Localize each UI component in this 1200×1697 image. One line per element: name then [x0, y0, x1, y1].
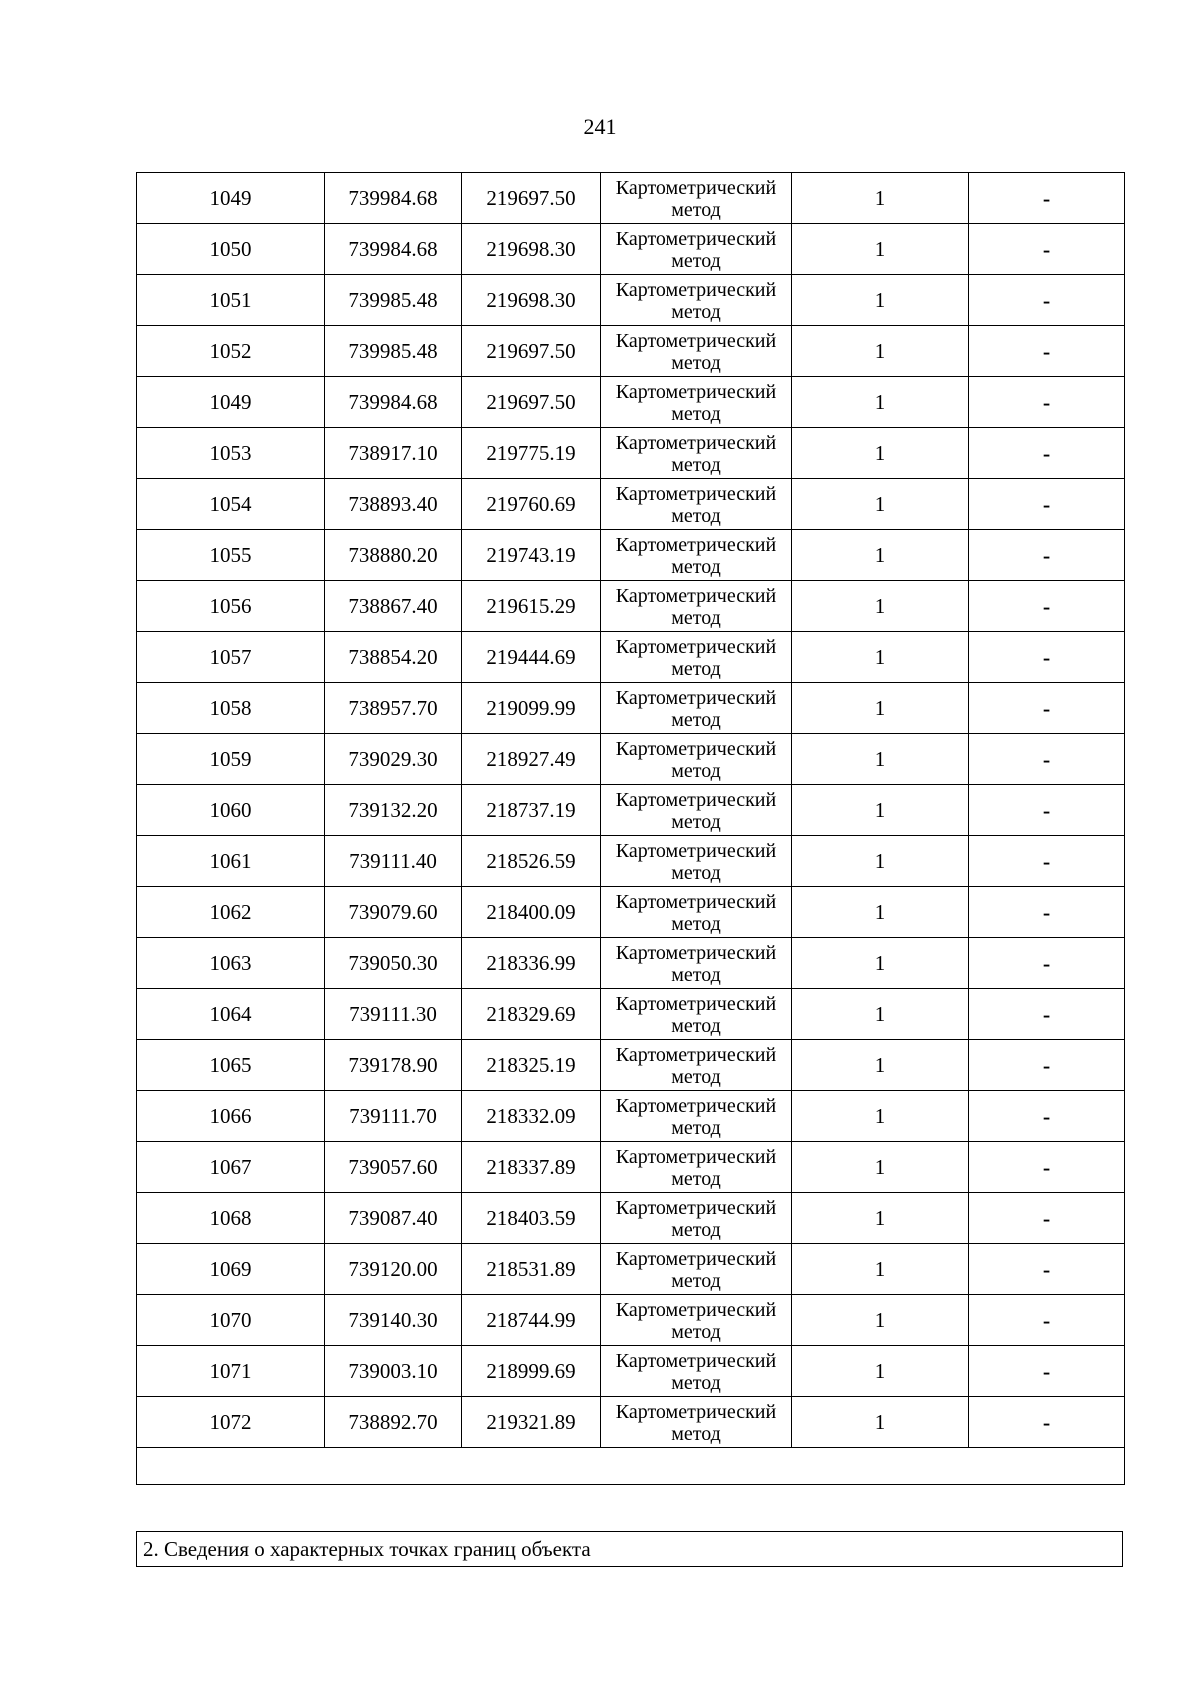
method-line-2: метод	[671, 454, 721, 476]
x-coordinate-cell: 739111.40	[325, 836, 462, 887]
method-cell	[601, 683, 792, 734]
note-cell: -	[969, 275, 1125, 326]
point-cell: 1059	[137, 734, 325, 785]
method-line-2: метод	[671, 250, 721, 272]
method-line-2: метод	[671, 709, 721, 731]
y-coordinate-cell: 219697.50	[462, 377, 601, 428]
method-line-1: Картометрический	[615, 840, 777, 862]
method-line-2: метод	[671, 658, 721, 680]
table-row	[137, 887, 1125, 938]
y-coordinate-cell: 219321.89	[462, 1397, 601, 1448]
table-row	[137, 989, 1125, 1040]
point-cell: 1072	[137, 1397, 325, 1448]
method-line-1: Картометрический	[615, 432, 777, 454]
table-row	[137, 1244, 1125, 1295]
note-cell: -	[969, 1244, 1125, 1295]
note-cell: -	[969, 887, 1125, 938]
table-row	[137, 377, 1125, 428]
accuracy-cell: 1	[792, 632, 969, 683]
y-coordinate-cell: 219760.69	[462, 479, 601, 530]
table-row	[137, 1295, 1125, 1346]
coordinates-table	[136, 172, 1125, 1485]
method-line-1: Картометрический	[615, 687, 777, 709]
method-line-1: Картометрический	[615, 1044, 777, 1066]
method-line-1: Картометрический	[615, 381, 777, 403]
method-line-2: метод	[671, 1372, 721, 1394]
note-cell: -	[969, 224, 1125, 275]
y-coordinate-cell: 218337.89	[462, 1142, 601, 1193]
x-coordinate-cell: 738854.20	[325, 632, 462, 683]
table-row	[137, 836, 1125, 887]
note-cell: -	[969, 581, 1125, 632]
y-coordinate-cell: 218927.49	[462, 734, 601, 785]
note-cell: -	[969, 1295, 1125, 1346]
table-row	[137, 1397, 1125, 1448]
y-coordinate-cell: 219775.19	[462, 428, 601, 479]
method-cell	[601, 632, 792, 683]
method-cell	[601, 734, 792, 785]
method-cell	[601, 530, 792, 581]
y-coordinate-cell: 218526.59	[462, 836, 601, 887]
method-line-1: Картометрический	[615, 585, 777, 607]
method-line-1: Картометрический	[615, 789, 777, 811]
accuracy-cell: 1	[792, 1040, 969, 1091]
point-cell: 1066	[137, 1091, 325, 1142]
x-coordinate-cell: 739050.30	[325, 938, 462, 989]
method-line-1: Картометрический	[615, 228, 777, 250]
x-coordinate-cell: 739111.70	[325, 1091, 462, 1142]
point-cell: 1058	[137, 683, 325, 734]
method-line-1: Картометрический	[615, 1248, 777, 1270]
table-row	[137, 734, 1125, 785]
note-cell: -	[969, 785, 1125, 836]
method-line-1: Картометрический	[615, 177, 777, 199]
y-coordinate-cell: 219444.69	[462, 632, 601, 683]
accuracy-cell: 1	[792, 479, 969, 530]
method-cell	[601, 836, 792, 887]
accuracy-cell: 1	[792, 836, 969, 887]
method-cell	[601, 1295, 792, 1346]
method-cell	[601, 1040, 792, 1091]
point-cell: 1049	[137, 377, 325, 428]
x-coordinate-cell: 739120.00	[325, 1244, 462, 1295]
table-row	[137, 581, 1125, 632]
method-cell	[601, 938, 792, 989]
method-line-1: Картометрический	[615, 738, 777, 760]
point-cell: 1051	[137, 275, 325, 326]
method-line-2: метод	[671, 301, 721, 323]
x-coordinate-cell: 739140.30	[325, 1295, 462, 1346]
point-cell: 1056	[137, 581, 325, 632]
note-cell: -	[969, 683, 1125, 734]
accuracy-cell: 1	[792, 581, 969, 632]
y-coordinate-cell: 218325.19	[462, 1040, 601, 1091]
accuracy-cell: 1	[792, 734, 969, 785]
x-coordinate-cell: 739985.48	[325, 326, 462, 377]
method-line-2: метод	[671, 607, 721, 629]
table-row	[137, 173, 1125, 224]
page-number: 241	[583, 114, 617, 139]
x-coordinate-cell: 739029.30	[325, 734, 462, 785]
method-line-2: метод	[671, 352, 721, 374]
table-row	[137, 275, 1125, 326]
note-cell: -	[969, 377, 1125, 428]
table-row	[137, 479, 1125, 530]
x-coordinate-cell: 738893.40	[325, 479, 462, 530]
table-row	[137, 683, 1125, 734]
note-cell: -	[969, 479, 1125, 530]
method-line-1: Картометрический	[615, 891, 777, 913]
accuracy-cell: 1	[792, 1142, 969, 1193]
y-coordinate-cell: 219698.30	[462, 224, 601, 275]
note-cell: -	[969, 938, 1125, 989]
method-line-2: метод	[671, 862, 721, 884]
method-cell	[601, 326, 792, 377]
method-line-1: Картометрический	[615, 1350, 777, 1372]
point-cell: 1064	[137, 989, 325, 1040]
method-cell	[601, 1397, 792, 1448]
y-coordinate-cell: 218332.09	[462, 1091, 601, 1142]
x-coordinate-cell: 738880.20	[325, 530, 462, 581]
method-line-2: метод	[671, 403, 721, 425]
method-line-1: Картометрический	[615, 1401, 777, 1423]
x-coordinate-cell: 739984.68	[325, 377, 462, 428]
method-line-2: метод	[671, 1117, 721, 1139]
point-cell: 1069	[137, 1244, 325, 1295]
note-cell: -	[969, 530, 1125, 581]
note-cell: -	[969, 836, 1125, 887]
point-cell: 1057	[137, 632, 325, 683]
note-cell: -	[969, 632, 1125, 683]
point-cell: 1070	[137, 1295, 325, 1346]
accuracy-cell: 1	[792, 1397, 969, 1448]
y-coordinate-cell: 219099.99	[462, 683, 601, 734]
note-cell: -	[969, 173, 1125, 224]
table-body	[137, 173, 1125, 1448]
method-line-2: метод	[671, 811, 721, 833]
table-row	[137, 1091, 1125, 1142]
method-cell	[601, 785, 792, 836]
method-cell	[601, 275, 792, 326]
note-cell: -	[969, 1193, 1125, 1244]
method-cell	[601, 479, 792, 530]
note-cell: -	[969, 428, 1125, 479]
point-cell: 1053	[137, 428, 325, 479]
accuracy-cell: 1	[792, 224, 969, 275]
method-line-1: Картометрический	[615, 636, 777, 658]
x-coordinate-cell: 739003.10	[325, 1346, 462, 1397]
method-line-2: метод	[671, 1015, 721, 1037]
method-line-1: Картометрический	[615, 279, 777, 301]
table-row	[137, 428, 1125, 479]
x-coordinate-cell: 739132.20	[325, 785, 462, 836]
accuracy-cell: 1	[792, 377, 969, 428]
x-coordinate-cell: 738867.40	[325, 581, 462, 632]
accuracy-cell: 1	[792, 989, 969, 1040]
method-line-1: Картометрический	[615, 534, 777, 556]
x-coordinate-cell: 738892.70	[325, 1397, 462, 1448]
accuracy-cell: 1	[792, 1295, 969, 1346]
method-line-1: Картометрический	[615, 1095, 777, 1117]
y-coordinate-cell: 219697.50	[462, 173, 601, 224]
point-cell: 1052	[137, 326, 325, 377]
x-coordinate-cell: 739111.30	[325, 989, 462, 1040]
method-cell	[601, 1142, 792, 1193]
table-row	[137, 530, 1125, 581]
accuracy-cell: 1	[792, 785, 969, 836]
y-coordinate-cell: 218744.99	[462, 1295, 601, 1346]
method-cell	[601, 377, 792, 428]
note-cell: -	[969, 1091, 1125, 1142]
method-line-2: метод	[671, 1066, 721, 1088]
x-coordinate-cell: 738957.70	[325, 683, 462, 734]
method-cell	[601, 173, 792, 224]
point-cell: 1060	[137, 785, 325, 836]
accuracy-cell: 1	[792, 1091, 969, 1142]
note-cell: -	[969, 1397, 1125, 1448]
method-cell	[601, 989, 792, 1040]
accuracy-cell: 1	[792, 428, 969, 479]
x-coordinate-cell: 739984.68	[325, 173, 462, 224]
x-coordinate-cell: 739057.60	[325, 1142, 462, 1193]
point-cell: 1071	[137, 1346, 325, 1397]
accuracy-cell: 1	[792, 1244, 969, 1295]
point-cell: 1061	[137, 836, 325, 887]
accuracy-cell: 1	[792, 173, 969, 224]
method-line-2: метод	[671, 1270, 721, 1292]
x-coordinate-cell: 739178.90	[325, 1040, 462, 1091]
method-cell	[601, 1244, 792, 1295]
note-cell: -	[969, 989, 1125, 1040]
empty-cell	[137, 1448, 1125, 1485]
point-cell: 1067	[137, 1142, 325, 1193]
point-cell: 1062	[137, 887, 325, 938]
accuracy-cell: 1	[792, 1346, 969, 1397]
method-line-2: метод	[671, 505, 721, 527]
y-coordinate-cell: 218403.59	[462, 1193, 601, 1244]
x-coordinate-cell: 739079.60	[325, 887, 462, 938]
note-cell: -	[969, 1142, 1125, 1193]
method-line-2: метод	[671, 1219, 721, 1241]
point-cell: 1055	[137, 530, 325, 581]
method-cell	[601, 224, 792, 275]
y-coordinate-cell: 219697.50	[462, 326, 601, 377]
method-cell	[601, 581, 792, 632]
accuracy-cell: 1	[792, 326, 969, 377]
y-coordinate-cell: 219698.30	[462, 275, 601, 326]
method-line-1: Картометрический	[615, 1197, 777, 1219]
y-coordinate-cell: 219615.29	[462, 581, 601, 632]
section-heading-box	[136, 1531, 1123, 1567]
method-line-1: Картометрический	[615, 483, 777, 505]
point-cell: 1068	[137, 1193, 325, 1244]
table-row	[137, 1142, 1125, 1193]
point-cell: 1049	[137, 173, 325, 224]
accuracy-cell: 1	[792, 938, 969, 989]
note-cell: -	[969, 1040, 1125, 1091]
table-row	[137, 224, 1125, 275]
table-row	[137, 1346, 1125, 1397]
method-line-2: метод	[671, 1423, 721, 1445]
method-line-2: метод	[671, 1321, 721, 1343]
point-cell: 1050	[137, 224, 325, 275]
accuracy-cell: 1	[792, 530, 969, 581]
point-cell: 1063	[137, 938, 325, 989]
method-line-2: метод	[671, 199, 721, 221]
table-row	[137, 785, 1125, 836]
method-line-1: Картометрический	[615, 1299, 777, 1321]
method-line-1: Картометрический	[615, 1146, 777, 1168]
accuracy-cell: 1	[792, 1193, 969, 1244]
method-cell	[601, 1091, 792, 1142]
table-row	[137, 632, 1125, 683]
method-cell	[601, 1193, 792, 1244]
method-line-2: метод	[671, 556, 721, 578]
method-line-2: метод	[671, 1168, 721, 1190]
table-row	[137, 938, 1125, 989]
x-coordinate-cell: 739984.68	[325, 224, 462, 275]
method-line-1: Картометрический	[615, 942, 777, 964]
note-cell: -	[969, 326, 1125, 377]
y-coordinate-cell: 218400.09	[462, 887, 601, 938]
table-row	[137, 1040, 1125, 1091]
point-cell: 1065	[137, 1040, 325, 1091]
y-coordinate-cell: 218329.69	[462, 989, 601, 1040]
method-line-2: метод	[671, 913, 721, 935]
y-coordinate-cell: 218999.69	[462, 1346, 601, 1397]
method-line-1: Картометрический	[615, 993, 777, 1015]
method-line-2: метод	[671, 964, 721, 986]
accuracy-cell: 1	[792, 275, 969, 326]
method-cell	[601, 887, 792, 938]
method-cell	[601, 428, 792, 479]
y-coordinate-cell: 219743.19	[462, 530, 601, 581]
x-coordinate-cell: 739985.48	[325, 275, 462, 326]
method-line-1: Картометрический	[615, 330, 777, 352]
note-cell: -	[969, 734, 1125, 785]
point-cell: 1054	[137, 479, 325, 530]
table-row	[137, 326, 1125, 377]
table-empty-row	[137, 1448, 1125, 1485]
accuracy-cell: 1	[792, 683, 969, 734]
y-coordinate-cell: 218737.19	[462, 785, 601, 836]
method-line-2: метод	[671, 760, 721, 782]
note-cell: -	[969, 1346, 1125, 1397]
section-title: 2. Сведения о характерных точках границ объекта	[143, 1537, 591, 1561]
x-coordinate-cell: 738917.10	[325, 428, 462, 479]
accuracy-cell: 1	[792, 887, 969, 938]
y-coordinate-cell: 218336.99	[462, 938, 601, 989]
x-coordinate-cell: 739087.40	[325, 1193, 462, 1244]
y-coordinate-cell: 218531.89	[462, 1244, 601, 1295]
method-cell	[601, 1346, 792, 1397]
table-row	[137, 1193, 1125, 1244]
